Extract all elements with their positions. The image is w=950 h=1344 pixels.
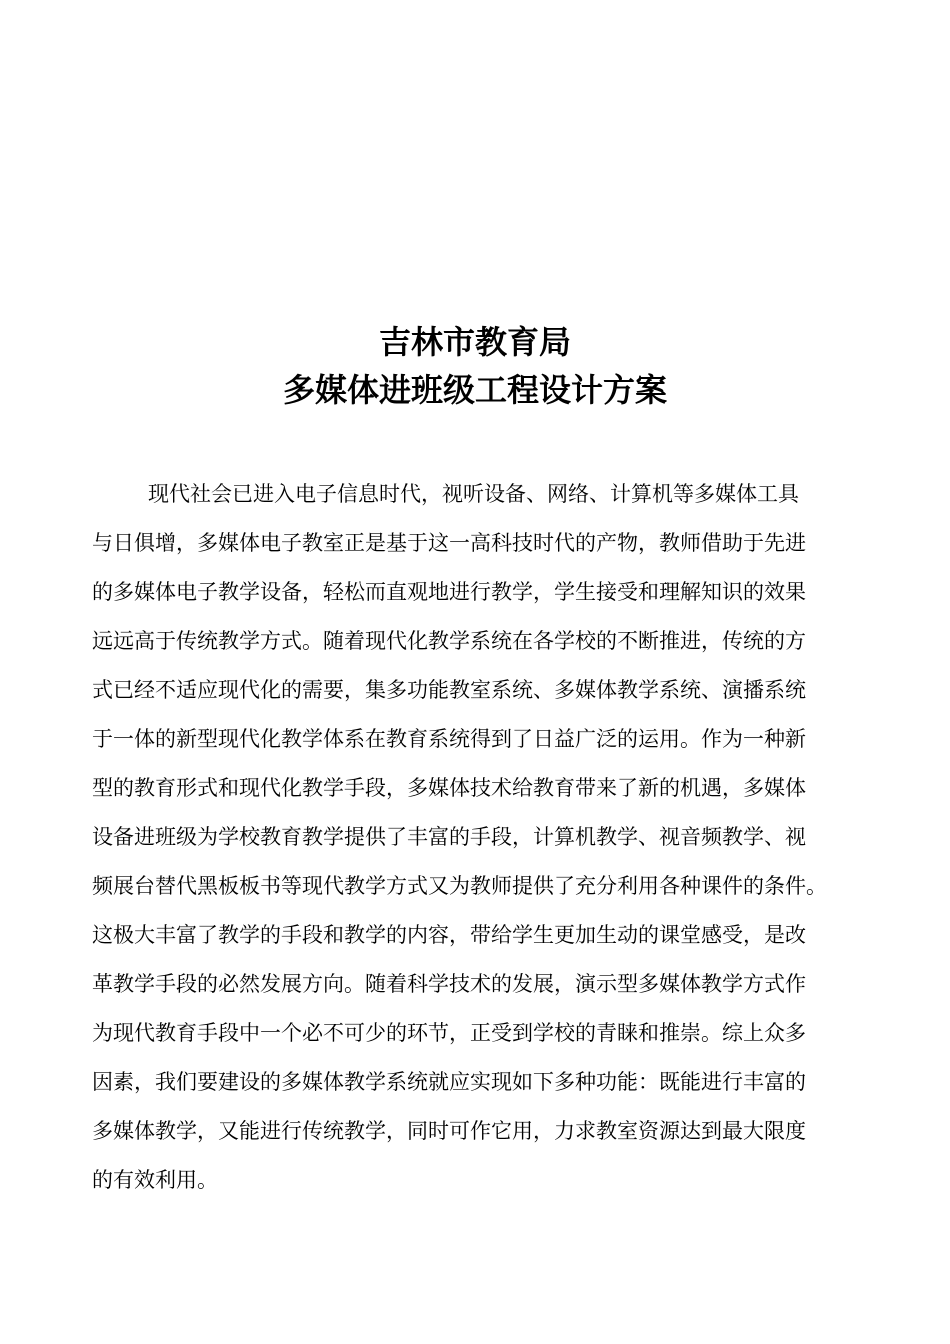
paragraph-line: 远远高于传统教学方式。随着现代化教学系统在各学校的不断推进，传统的方	[92, 629, 806, 653]
paragraph-line: 与日俱增，多媒体电子教室正是基于这一高科技时代的产物，教师借助于先进	[92, 531, 806, 555]
paragraph-line: 因素，我们要建设的多媒体教学系统就应实现如下多种功能：既能进行丰富的	[92, 1070, 806, 1094]
paragraph-line: 的多媒体电子教学设备，轻松而直观地进行教学，学生接受和理解知识的效果	[92, 580, 806, 604]
title-line-subject: 多媒体进班级工程设计方案	[282, 371, 667, 409]
paragraph-line: 现代社会已进入电子信息时代，视听设备、网络、计算机等多媒体工具	[148, 482, 799, 506]
paragraph-line: 频展台替代黑板板书等现代教学方式又为教师提供了充分利用各种课件的条件。	[92, 874, 827, 898]
document-title	[0, 318, 950, 414]
paragraph-line: 革教学手段的必然发展方向。随着科学技术的发展，演示型多媒体教学方式作	[92, 972, 806, 996]
paragraph-line: 式已经不适应现代化的需要，集多功能教室系统、多媒体教学系统、演播系统	[92, 678, 806, 702]
paragraph-line: 为现代教育手段中一个必不可少的环节，正受到学校的青睐和推崇。综上众多	[92, 1021, 806, 1045]
paragraph-line: 设备进班级为学校教育教学提供了丰富的手段，计算机教学、视音频教学、视	[92, 825, 806, 849]
title-line-organization: 吉林市教育局	[378, 323, 571, 361]
paragraph-line: 这极大丰富了教学的手段和教学的内容，带给学生更加生动的课堂感受，是改	[92, 923, 806, 947]
paragraph-line: 型的教育形式和现代化教学手段，多媒体技术给教育带来了新的机遇，多媒体	[92, 776, 806, 800]
intro-paragraph	[92, 470, 872, 1205]
paragraph-line: 的有效利用。	[92, 1168, 218, 1192]
paragraph-line: 多媒体教学，又能进行传统教学，同时可作它用，力求教室资源达到最大限度	[92, 1119, 806, 1143]
paragraph-line: 于一体的新型现代化教学体系在教育系统得到了日益广泛的运用。作为一种新	[92, 727, 806, 751]
